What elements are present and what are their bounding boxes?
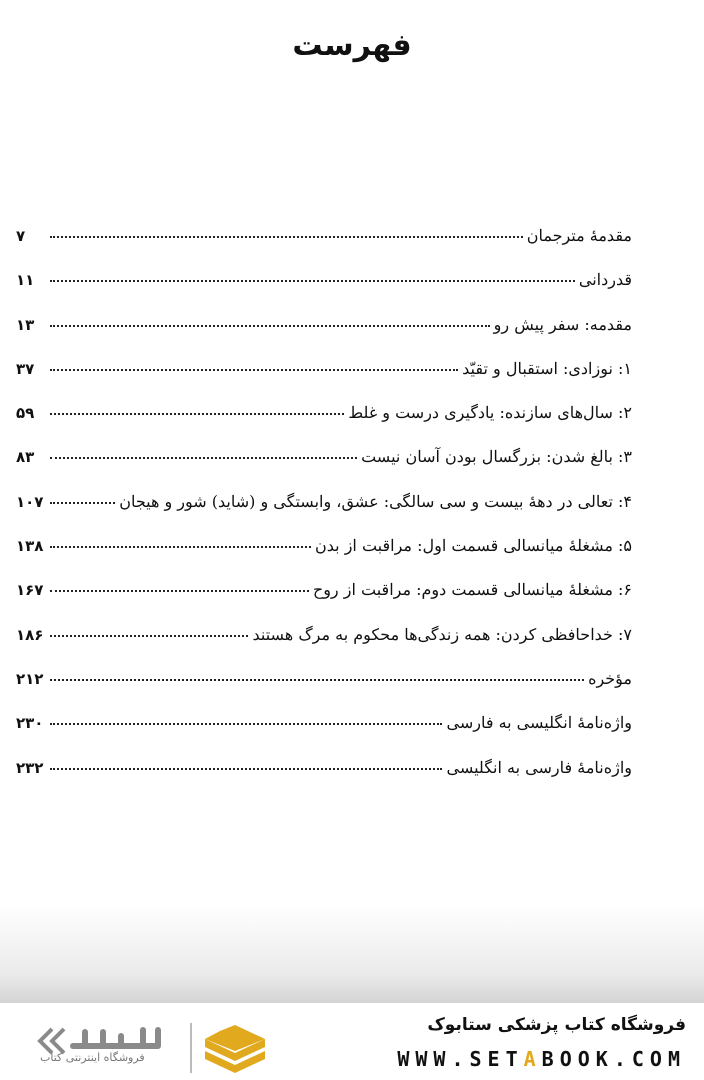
toc-dot-leader <box>50 279 575 282</box>
toc-entry <box>16 713 632 757</box>
url-suffix: BOOK.COM <box>541 1047 686 1071</box>
toc-dot-leader <box>50 412 344 415</box>
toc-entry <box>16 536 632 580</box>
toc-entry <box>16 492 632 536</box>
toc-dot-leader <box>50 368 458 371</box>
footer-banner <box>0 1003 704 1080</box>
toc-entry-page: ۱۰۷ <box>16 492 44 511</box>
toc-entry-page: ۱۶۷ <box>16 581 44 600</box>
toc-entry-page: ۱۳ <box>16 315 35 334</box>
toc-entry <box>16 447 632 491</box>
toc-dot-leader <box>50 456 357 459</box>
shop-url[interactable] <box>397 1047 686 1071</box>
toc-entry-page: ۱۱ <box>16 271 35 290</box>
toc-dot-leader <box>50 678 584 681</box>
toc-entry <box>16 758 632 802</box>
toc-entry-title: مؤخره <box>588 668 632 688</box>
toc-entry <box>16 359 632 403</box>
toc-entry <box>16 669 632 713</box>
toc-entry-page: ۱۸۶ <box>16 625 44 644</box>
toc-dot-leader <box>50 235 523 238</box>
page-shadow <box>0 905 704 1005</box>
table-of-contents <box>16 226 632 802</box>
setabook-logo <box>30 1021 280 1076</box>
toc-dot-leader <box>50 722 442 725</box>
toc-entry-page: ۵۹ <box>16 404 35 423</box>
toc-dot-leader <box>50 545 311 548</box>
toc-entry-title: ۱: نوزادی: استقبال و تقیّد <box>462 358 632 378</box>
toc-entry <box>16 403 632 447</box>
page-title: فهرست <box>292 28 412 63</box>
toc-entry-title: واژه‌نامهٔ انگلیسی به فارسی <box>446 713 632 733</box>
toc-entry-title: واژه‌نامهٔ فارسی به انگلیسی <box>446 757 632 777</box>
toc-entry <box>16 226 632 270</box>
toc-entry-title: ۵: مشغلهٔ میانسالی قسمت اول: مراقبت از بدن <box>315 536 632 556</box>
toc-entry-page: ۱۳۸ <box>16 537 44 556</box>
toc-entry <box>16 315 632 359</box>
toc-entry-page: ۳۷ <box>16 359 35 378</box>
toc-dot-leader <box>50 634 248 637</box>
url-prefix: WWW.SET <box>397 1047 524 1071</box>
chevron-icon <box>40 1029 64 1053</box>
toc-entry-title: ۷: خداحافظی کردن: همه زندگی‌ها محکوم به مرگ هستند <box>252 624 632 644</box>
toc-entry-title: ۳: بالغ شدن: بزرگسال بودن آسان نیست <box>361 447 632 467</box>
toc-entry-page: ۷ <box>16 227 26 245</box>
toc-entry <box>16 270 632 314</box>
toc-entry-title: مقدمهٔ مترجمان <box>526 226 632 245</box>
toc-entry-title: ۲: سال‌های سازنده: یادگیری درست و غلط <box>348 403 632 423</box>
toc-entry-title: ۴: تعالی در دههٔ بیست و سی سالگی: عشق، وابستگی و (شاید) شور و هیجان <box>119 491 632 511</box>
toc-entry-page: ۲۳۰ <box>16 714 44 733</box>
toc-entry-page: ۸۳ <box>16 448 35 467</box>
toc-entry-page: ۲۳۲ <box>16 758 44 777</box>
url-accent: A <box>523 1047 542 1071</box>
toc-dot-leader <box>50 324 490 327</box>
toc-entry-title: ۶: مشغلهٔ میانسالی قسمت دوم: مراقبت از روح <box>312 580 632 600</box>
toc-entry-title: مقدمه: سفر پیش رو <box>493 314 632 334</box>
toc-entry <box>16 625 632 669</box>
toc-entry <box>16 580 632 624</box>
toc-entry-page: ۲۱۲ <box>16 669 44 688</box>
toc-entry-title: قدردانی <box>578 270 632 290</box>
shop-name: فروشگاه کتاب پزشکی ستابوک <box>427 1015 686 1035</box>
toc-dot-leader <box>50 501 115 504</box>
toc-dot-leader <box>50 767 442 770</box>
book-icon <box>205 1025 265 1073</box>
toc-dot-leader <box>50 589 309 592</box>
logo-tagline: فروشگاه اینترنتی کتاب <box>40 1051 145 1064</box>
